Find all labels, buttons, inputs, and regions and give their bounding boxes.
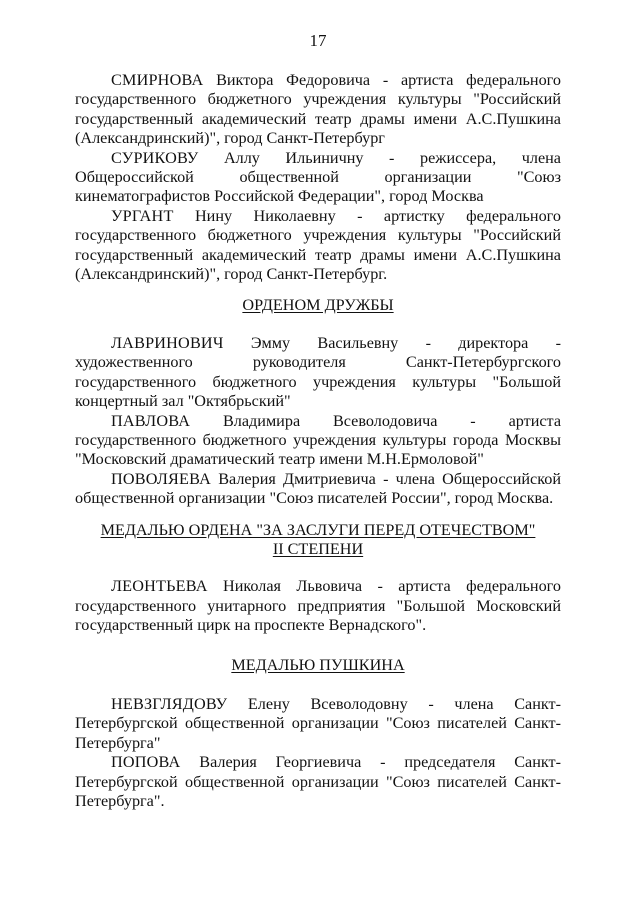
section-heading <box>75 296 561 315</box>
recipient-surname: ЛАВРИНОВИЧ <box>111 333 224 352</box>
recipient-surname: УРГАНТ <box>111 206 174 225</box>
award-entry <box>75 207 561 285</box>
page-number: 17 <box>309 31 327 50</box>
section-heading <box>75 540 561 559</box>
recipient-details: Елену Всеволодовну - члена Санкт-Петербургской общественной организации "Союз писателей Санкт-Петербурга" <box>75 694 561 752</box>
award-section <box>75 509 561 636</box>
section-heading-line: МЕДАЛЬЮ ПУШКИНА <box>231 655 405 674</box>
recipient-surname: СУРИКОВУ <box>111 148 199 167</box>
award-entry <box>75 412 561 470</box>
recipient-details: Владимира Всеволодовича - артиста государственного бюджетного учреждения культуры города Москвы "Московский драматический театр имени М.Н.Ермоловой" <box>75 411 562 469</box>
section-heading <box>75 656 561 675</box>
recipient-details: Николая Львовича - артиста федерального государственного унитарного предприятия "Большой Московский государственный цирк на проспекте Вернадского". <box>75 577 561 635</box>
award-section <box>75 71 561 284</box>
award-section <box>75 636 561 812</box>
recipient-surname: СМИРНОВА <box>111 71 204 89</box>
document-body <box>75 71 561 811</box>
recipient-details: Виктора Федоровича - артиста федерального государственного бюджетного учреждения культуры "Российский государственный академический театр драмы имени А.С.Пушкина (Александринский)", город Санкт-Петербург <box>75 71 562 148</box>
recipient-details: Аллу Ильиничну - режиссера, члена Общероссийской общественной организации "Союз кинематографистов Российской Федерации", город Москва <box>75 148 561 206</box>
recipient-surname: НЕВЗГЛЯДОВУ <box>111 694 228 713</box>
award-entry <box>75 149 561 207</box>
award-entry <box>75 71 561 149</box>
recipient-surname: ЛЕОНТЬЕВА <box>111 577 208 596</box>
recipient-details: Валерия Георгиевича - председателя Санкт-Петербургской общественной организации "Союз писателей Санкт-Петербурга". <box>75 753 561 810</box>
section-heading <box>75 521 561 540</box>
award-entry <box>75 334 561 412</box>
section-heading-line: МЕДАЛЬЮ ОРДЕНА "ЗА ЗАСЛУГИ ПЕРЕД ОТЕЧЕСТВОМ" <box>100 520 536 539</box>
award-entry <box>75 470 561 509</box>
section-heading-line: ОРДЕНОМ ДРУЖБЫ <box>242 296 394 315</box>
section-heading-line: II СТЕПЕНИ <box>272 539 364 558</box>
recipient-surname: ПОПОВА <box>111 753 181 772</box>
award-entry <box>75 753 561 811</box>
recipient-details: Эмму Васильевну - директора - художественного руководителя Санкт-Петербургского государственного бюджетного учреждения культуры "Большой концертный зал "Октябрьский" <box>75 333 562 411</box>
award-entry <box>75 577 561 635</box>
recipient-surname: ПАВЛОВА <box>111 411 191 430</box>
award-section <box>75 284 561 508</box>
recipient-details: Валерия Дмитриевича - члена Общероссийской общественной организации "Союз писателей России", город Москва. <box>75 469 562 508</box>
recipient-surname: ПОВОЛЯЕВА <box>111 469 211 488</box>
award-entry <box>75 695 561 753</box>
recipient-details: Нину Николаевну - артистку федерального государственного бюджетного учреждения культуры "Российский государственный академический театр драмы имени А.С.Пушкина (Александринский)", город Санкт-Петербург. <box>75 206 562 284</box>
